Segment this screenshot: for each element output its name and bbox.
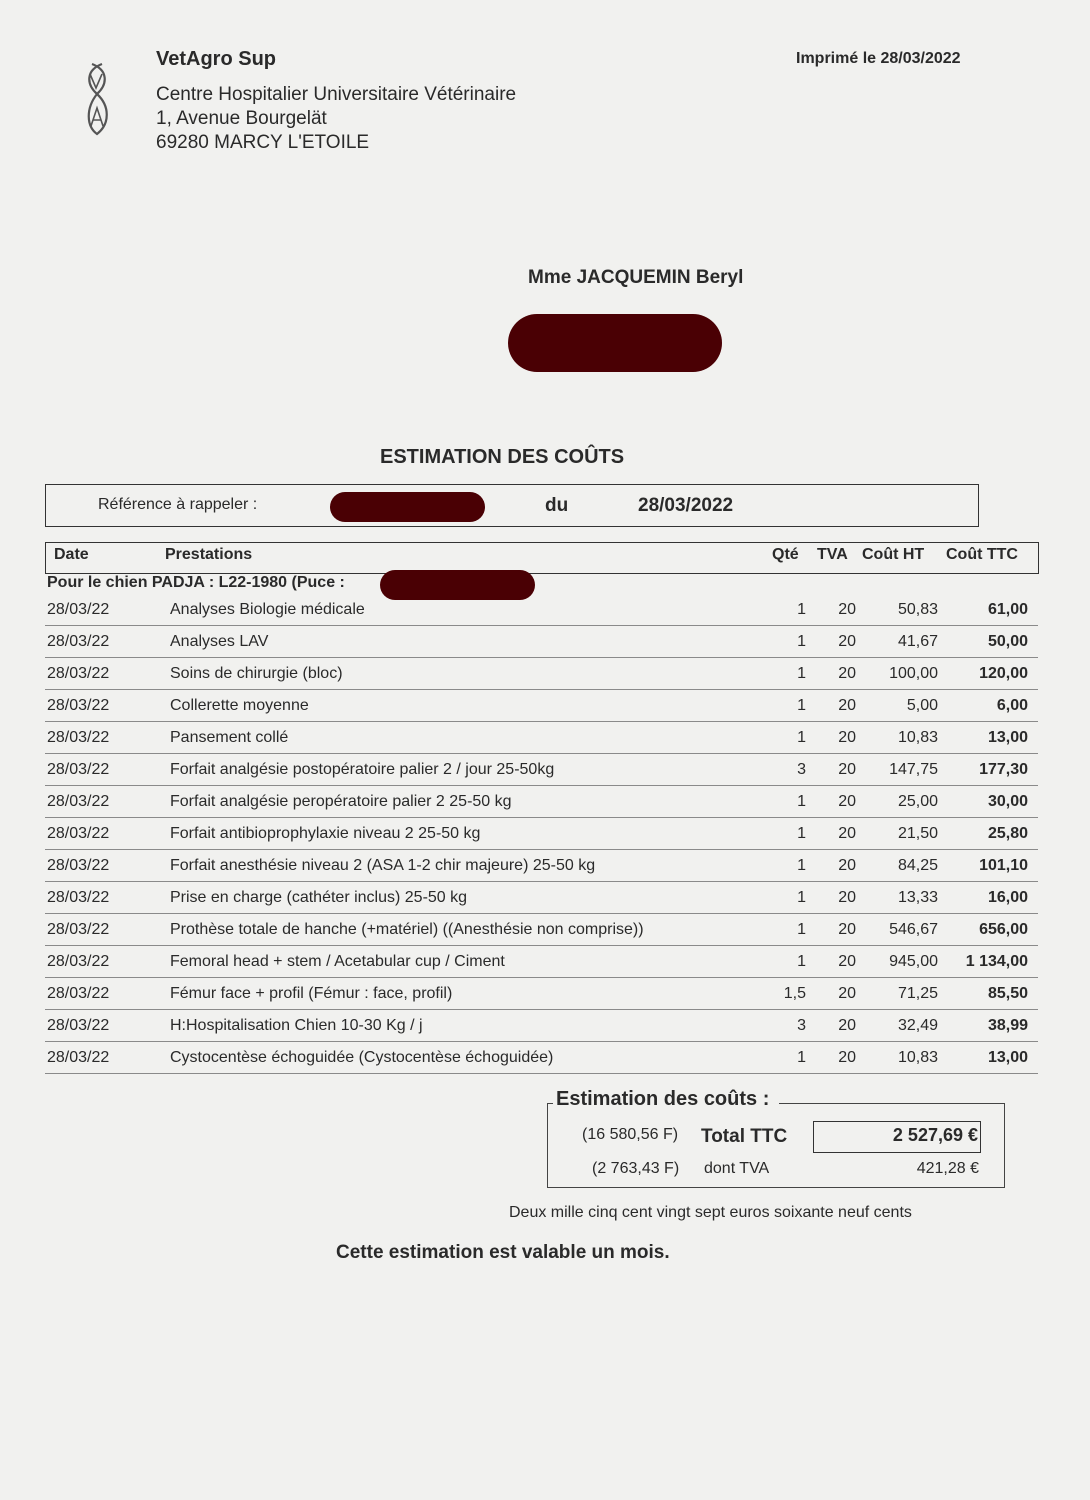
cell-date: 28/03/22 (47, 889, 110, 906)
table-row (45, 721, 1038, 754)
cell-tva: 20 (838, 633, 856, 650)
col-prestations: Prestations (165, 546, 253, 563)
cell-qty: 1 (797, 1049, 806, 1066)
cell-ht: 10,83 (897, 729, 938, 746)
reference-du: du (545, 495, 569, 516)
col-cout-ttc: Coût TTC (946, 546, 1018, 563)
cell-ttc: 25,80 (987, 825, 1028, 842)
table-row (45, 881, 1038, 914)
table-row (45, 1009, 1038, 1042)
cell-date: 28/03/22 (47, 953, 110, 970)
cell-ht: 21,50 (897, 825, 938, 842)
vetagro-logo (80, 60, 114, 140)
cell-tva: 20 (838, 921, 856, 938)
cell-ttc: 120,00 (979, 665, 1028, 682)
cell-ht: 5,00 (906, 697, 938, 714)
animal-subheading: Pour le chien PADJA : L22-1980 (Puce : (47, 574, 345, 591)
cell-ttc: 1 134,00 (965, 953, 1028, 970)
cell-ht: 945,00 (889, 953, 938, 970)
cell-qty: 3 (797, 761, 806, 778)
cell-desc: Analyses LAV (170, 633, 269, 650)
cell-qty: 1 (797, 665, 806, 682)
col-tva: TVA (817, 546, 848, 563)
cell-qty: 1,5 (783, 985, 806, 1002)
cell-tva: 20 (838, 985, 856, 1002)
cell-date: 28/03/22 (47, 601, 110, 618)
org-address: 1, Avenue Bourgelät (156, 108, 327, 129)
cell-desc: Prise en charge (cathéter inclus) 25-50 kg (170, 889, 468, 906)
org-city: 69280 MARCY L'ETOILE (156, 132, 370, 153)
tva-value: 421,28 € (916, 1160, 979, 1177)
cell-ttc: 38,99 (987, 1017, 1028, 1034)
cell-desc: H:Hospitalisation Chien 10-30 Kg / j (170, 1017, 423, 1034)
col-cout-ht: Coût HT (862, 546, 925, 563)
tva-label: dont TVA (704, 1160, 770, 1177)
redacted-address (508, 314, 722, 372)
cell-tva: 20 (838, 665, 856, 682)
cell-ttc: 16,00 (987, 889, 1028, 906)
cell-desc: Forfait anesthésie niveau 2 (ASA 1-2 chir majeure) 25-50 kg (170, 857, 596, 874)
cell-ttc: 30,00 (987, 793, 1028, 810)
cell-ht: 41,67 (897, 633, 938, 650)
cell-desc: Femoral head + stem / Acetabular cup / Ciment (170, 953, 505, 970)
tva-francs: (2 763,43 F) (592, 1160, 680, 1177)
cell-date: 28/03/22 (47, 1049, 110, 1066)
cell-ttc: 6,00 (996, 697, 1028, 714)
cell-qty: 1 (797, 825, 806, 842)
cell-qty: 1 (797, 857, 806, 874)
cell-qty: 1 (797, 889, 806, 906)
amount-in-words: Deux mille cinq cent vingt sept euros soixante neuf cents (509, 1204, 912, 1221)
cell-desc: Fémur face + profil (Fémur : face, profil) (170, 985, 453, 1002)
cell-date: 28/03/22 (47, 857, 110, 874)
summary-title: Estimation des coûts : (553, 1088, 779, 1111)
client-name: Mme JACQUEMIN Beryl (528, 267, 744, 288)
cell-qty: 1 (797, 633, 806, 650)
cell-ttc: 50,00 (987, 633, 1028, 650)
cell-date: 28/03/22 (47, 633, 110, 650)
cell-date: 28/03/22 (47, 985, 110, 1002)
total-francs: (16 580,56 F) (582, 1126, 679, 1143)
table-row (45, 977, 1038, 1010)
table-row (45, 817, 1038, 850)
cell-desc: Forfait antibioprophylaxie niveau 2 25-50 kg (170, 825, 481, 842)
cell-tva: 20 (838, 1049, 856, 1066)
cell-desc: Analyses Biologie médicale (170, 601, 365, 618)
table-row (45, 945, 1038, 978)
cell-ht: 147,75 (889, 761, 938, 778)
table-row (45, 1041, 1038, 1074)
cell-date: 28/03/22 (47, 1017, 110, 1034)
cell-desc: Soins de chirurgie (bloc) (170, 665, 343, 682)
cell-qty: 1 (797, 729, 806, 746)
cell-ttc: 13,00 (987, 1049, 1028, 1066)
table-row (45, 753, 1038, 786)
cell-tva: 20 (838, 1017, 856, 1034)
cell-tva: 20 (838, 953, 856, 970)
cell-desc: Collerette moyenne (170, 697, 309, 714)
col-qty: Qté (772, 546, 799, 563)
cell-tva: 20 (838, 601, 856, 618)
cell-ht: 84,25 (897, 857, 938, 874)
cell-ht: 10,83 (897, 1049, 938, 1066)
cell-ttc: 656,00 (979, 921, 1028, 938)
cell-date: 28/03/22 (47, 921, 110, 938)
org-line: Centre Hospitalier Universitaire Vétérinaire (156, 84, 517, 105)
cell-desc: Pansement collé (170, 729, 289, 746)
col-date: Date (54, 546, 89, 563)
table-row (45, 913, 1038, 946)
table-row (45, 657, 1038, 690)
cell-date: 28/03/22 (47, 665, 110, 682)
cell-date: 28/03/22 (47, 761, 110, 778)
total-ttc-value: 2 527,69 € (892, 1125, 978, 1145)
cell-ht: 25,00 (897, 793, 938, 810)
reference-label: Référence à rappeler : (98, 496, 258, 513)
cell-ttc: 13,00 (987, 729, 1028, 746)
cell-date: 28/03/22 (47, 825, 110, 842)
org-name: VetAgro Sup (156, 48, 277, 70)
cell-ht: 546,67 (889, 921, 938, 938)
cell-ht: 13,33 (897, 889, 938, 906)
cell-date: 28/03/22 (47, 729, 110, 746)
cell-ht: 100,00 (889, 665, 938, 682)
cell-tva: 20 (838, 697, 856, 714)
reference-date: 28/03/2022 (638, 495, 734, 516)
total-ttc-label: Total TTC (701, 1126, 788, 1147)
cell-qty: 1 (797, 953, 806, 970)
cell-desc: Cystocentèse échoguidée (Cystocentèse échoguidée) (170, 1049, 554, 1066)
cell-date: 28/03/22 (47, 793, 110, 810)
cell-tva: 20 (838, 825, 856, 842)
cell-date: 28/03/22 (47, 697, 110, 714)
cell-tva: 20 (838, 729, 856, 746)
table-row (45, 689, 1038, 722)
table-row (45, 785, 1038, 818)
cell-ht: 50,83 (897, 601, 938, 618)
cell-qty: 3 (797, 1017, 806, 1034)
table-row (45, 625, 1038, 658)
cell-tva: 20 (838, 889, 856, 906)
cell-ttc: 61,00 (987, 601, 1028, 618)
cell-desc: Forfait analgésie peropératoire palier 2 25-50 kg (170, 793, 512, 810)
cell-qty: 1 (797, 601, 806, 618)
printed-date: Imprimé le 28/03/2022 (796, 50, 961, 67)
table-row (45, 849, 1038, 882)
cell-desc: Forfait analgésie postopératoire palier 2 / jour 25-50kg (170, 761, 555, 778)
cell-qty: 1 (797, 921, 806, 938)
cell-tva: 20 (838, 761, 856, 778)
redacted-reference (330, 492, 485, 522)
cell-ttc: 85,50 (987, 985, 1028, 1002)
cell-qty: 1 (797, 697, 806, 714)
cell-ht: 32,49 (897, 1017, 938, 1034)
cell-ttc: 177,30 (979, 761, 1028, 778)
cell-ttc: 101,10 (979, 857, 1028, 874)
cell-ht: 71,25 (897, 985, 938, 1002)
cell-qty: 1 (797, 793, 806, 810)
document-title: ESTIMATION DES COÛTS (380, 446, 625, 468)
cell-tva: 20 (838, 857, 856, 874)
cell-tva: 20 (838, 793, 856, 810)
cell-desc: Prothèse totale de hanche (+matériel) ((Anesthésie non comprise)) (170, 921, 644, 938)
validity-note: Cette estimation est valable un mois. (336, 1242, 670, 1263)
table-row (45, 593, 1038, 626)
